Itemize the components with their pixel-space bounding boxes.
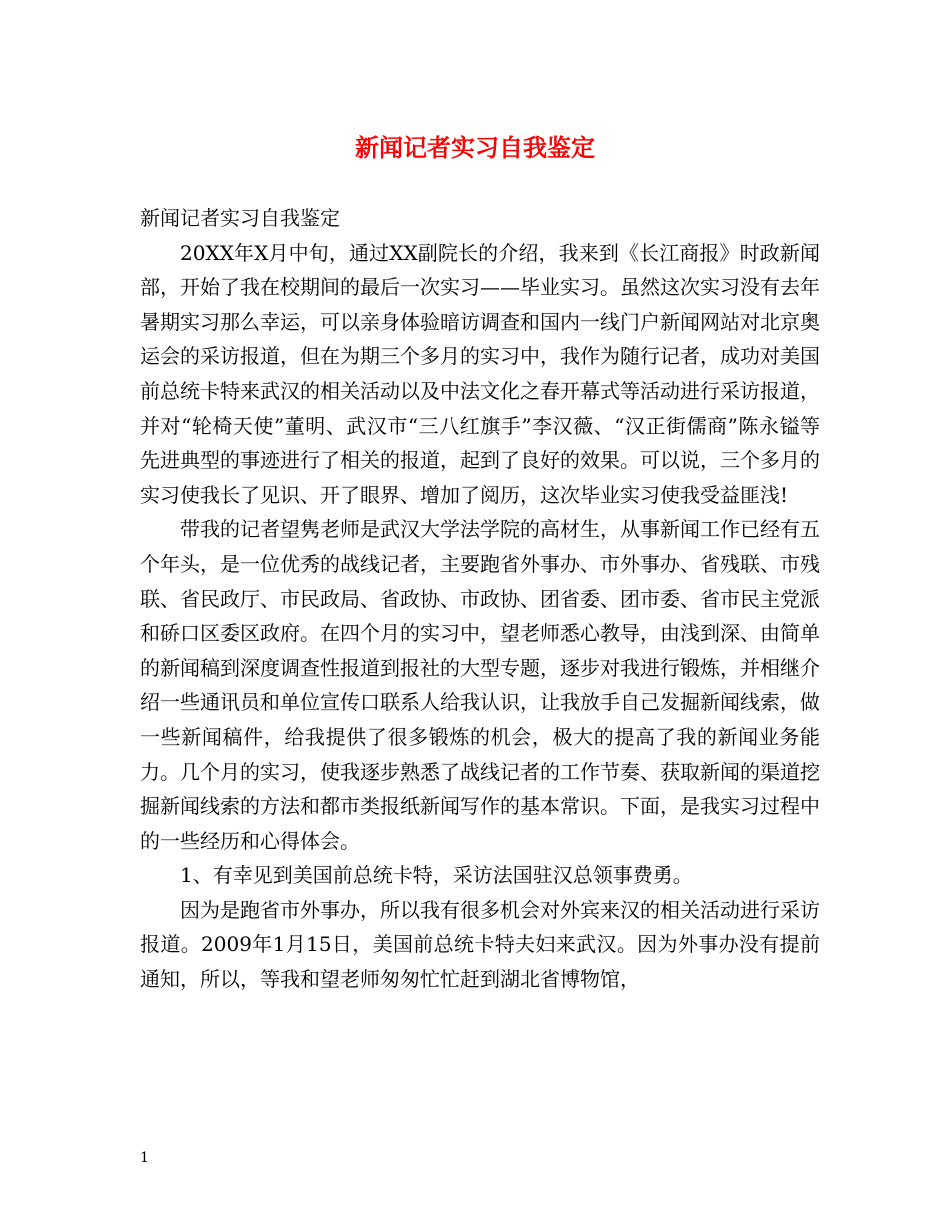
section-heading-1: 1、有幸见到美国前总统卡特，采访法国驻汉总领事费勇。: [180, 863, 693, 888]
page-title: 新闻记者实习自我鉴定: [355, 133, 595, 162]
page-number: 1: [140, 1150, 149, 1166]
paragraph-intro: 20XX年X月中旬，通过XX副院长的介绍，我来到《长江商报》时政新闻部，开始了我在校期间的最后一次实习——毕业实习。虽然这次实习没有去年暑期实习那么幸运，可以亲身体验暗访调查和国内一线门户新闻网站对北京奥运会的采访报道，但在为期三个多月的实习中，我作为随行记者，成功对美国前总统卡特来武汉的相关活动以及中法文化之春开幕式等活动进行采访报道，并对“轮椅天使”董明、武汉市“三八红旗手”李汉薇、“汉正街儒商”陈永镒等先进典型的事迹进行了相关的报道，起到了良好的效果。可以说，三个多月的实习使我长了见识、开了眼界、增加了阅历，这次毕业实习使我受益匪浅!: [140, 240, 820, 507]
paragraph-mentor: 带我的记者望隽老师是武汉大学法学院的高材生，从事新闻工作已经有五个年头，是一位优秀的战线记者，主要跑省外事办、市外事办、省残联、市残联、省民政厅、市民政局、省政协、市政协、团省委、团市委、省市民主党派和硚口区委区政府。在四个月的实习中，望老师悉心教导，由浅到深、由简单的新闻稿到深度调查性报道到报社的大型专题，逐步对我进行锻炼，并相继介绍一些通讯员和单位宣传口联系人给我认识，让我放手自己发掘新闻线索，做一些新闻稿件，给我提供了很多锻炼的机会，极大的提高了我的新闻业务能力。几个月的实习，使我逐步熟悉了战线记者的工作节奏、获取新闻的渠道挖掘新闻线索的方法和都市类报纸新闻写作的基本常识。下面，是我实习过程中的一些经历和心得体会。: [140, 517, 820, 853]
paragraph-carter: 因为是跑省市外事办，所以我有很多机会对外宾来汉的相关活动进行采访报道。2009年1月15日，美国前总统卡特夫妇来武汉。因为外事办没有提前通知，所以，等我和望老师匆匆忙忙赶到湖北省博物馆，: [140, 897, 820, 992]
document-body: [140, 201, 820, 997]
document-subtitle: 新闻记者实习自我鉴定: [140, 206, 340, 230]
